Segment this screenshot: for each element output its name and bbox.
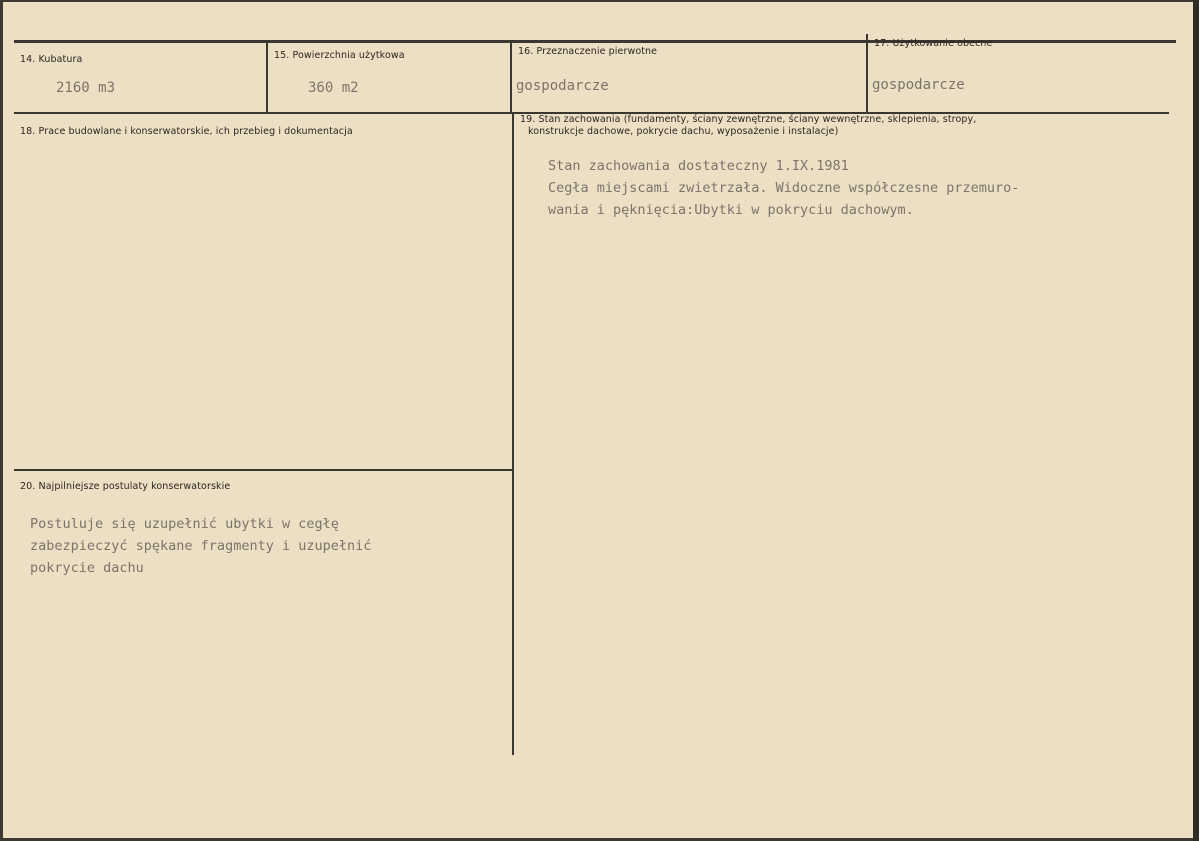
- divider-14-15: [266, 42, 268, 114]
- field-14-label: 14. Kubatura: [20, 54, 83, 65]
- divider-15-16: [510, 42, 512, 114]
- main-column-divider: [512, 113, 514, 755]
- field-16-value: gospodarcze: [516, 78, 609, 94]
- field-14-value: 2160 m3: [56, 80, 116, 96]
- divider-16-17: [866, 34, 868, 114]
- card-edge-shadow: [1193, 0, 1199, 841]
- field-19-text-line-1: Stan zachowania dostateczny 1.IX.1981: [548, 158, 849, 174]
- field-19-text-line-3: wania i pęknięcia:Ubytki w pokryciu dachowym.: [548, 202, 914, 218]
- field-18-label: 18. Prace budowlane i konserwatorskie, ich przebieg i dokumentacja: [20, 126, 353, 137]
- field-19-label-line2: konstrukcje dachowe, pokrycie dachu, wyposażenie i instalacje): [528, 126, 839, 137]
- field-20-label: 20. Najpilniejsze postulaty konserwatorskie: [20, 481, 231, 492]
- field-17-label: 17. Użytkowanie obecne: [874, 38, 993, 49]
- left-column-divider-rule: [14, 469, 513, 471]
- field-19-label-line1: 19. Stan zachowania (fundamenty, ściany zewnętrzne, ściany wewnętrzne, sklepienia, stropy,: [520, 114, 977, 125]
- field-17-value: gospodarcze: [872, 77, 965, 93]
- field-20-text-line-3: pokrycie dachu: [30, 560, 144, 576]
- field-15-label: 15. Powierzchnia użytkowa: [274, 50, 405, 61]
- field-16-label: 16. Przeznaczenie pierwotne: [518, 46, 658, 57]
- top-rule: [14, 40, 1176, 43]
- field-19-text-line-2: Cegła miejscami zwietrzała. Widoczne współczesne przemuro-: [548, 180, 1020, 196]
- field-15-value: 360 m2: [308, 80, 359, 96]
- field-20-text-line-2: zabezpieczyć spękane fragmenty i uzupełnić: [30, 538, 372, 554]
- field-20-text-line-1: Postuluje się uzupełnić ubytki w cegłę: [30, 516, 339, 532]
